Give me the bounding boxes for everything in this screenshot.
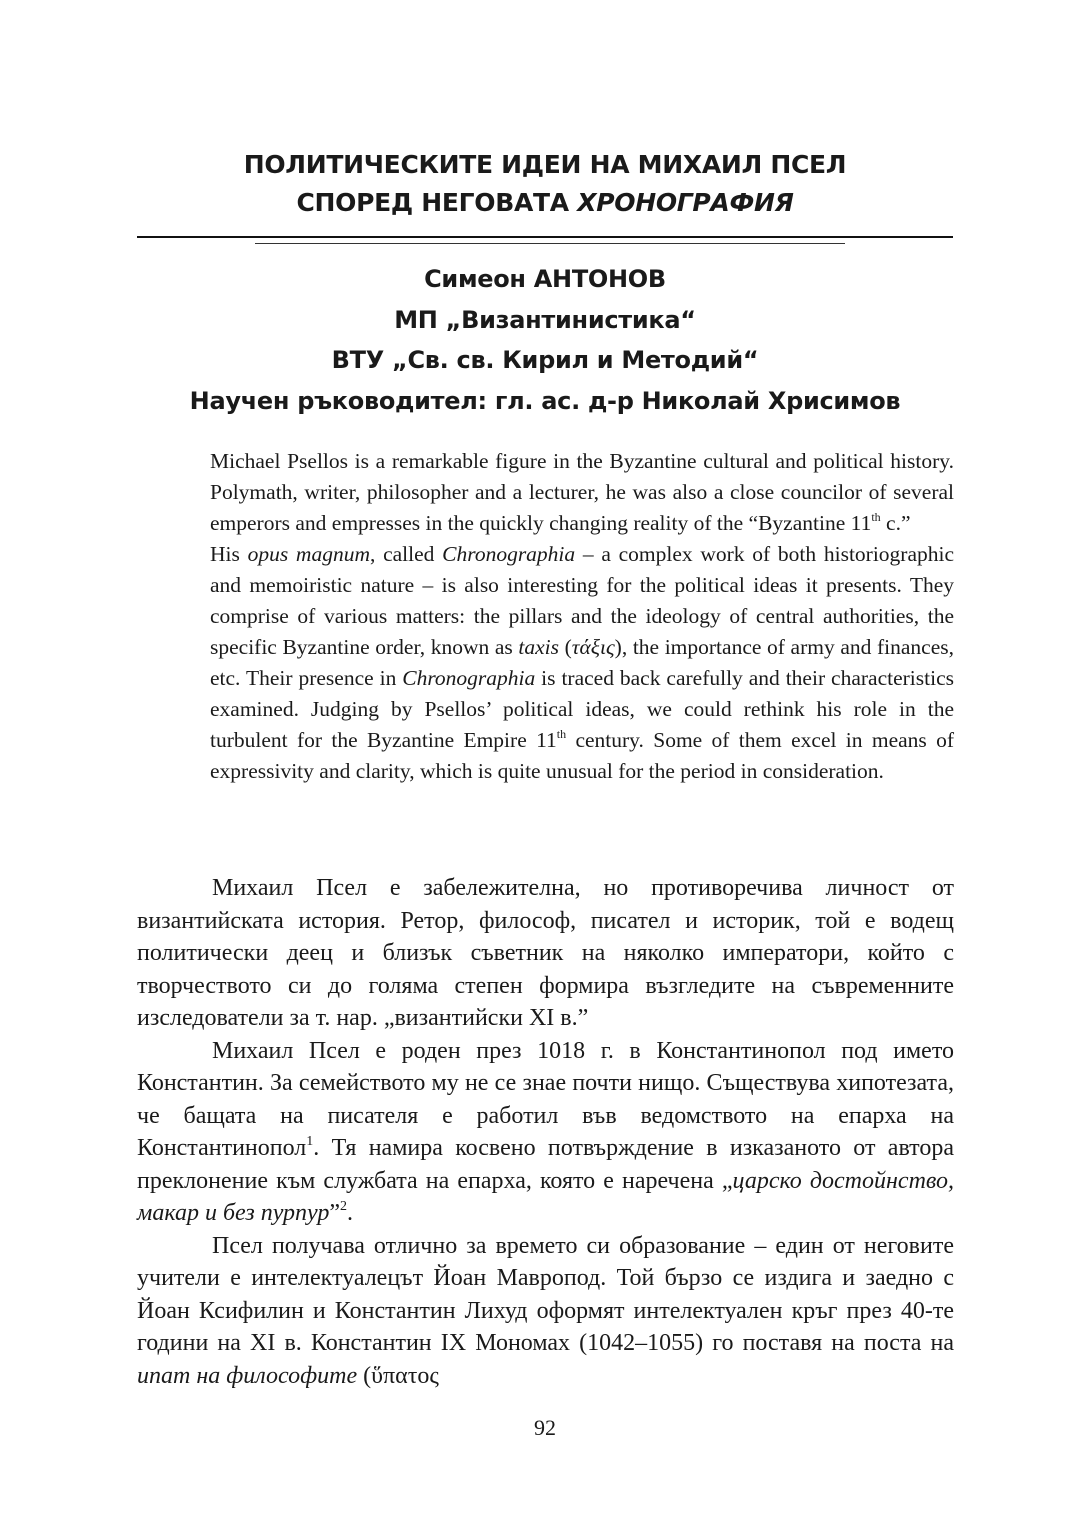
superscript: th <box>556 727 567 741</box>
title-divider-thin <box>255 243 845 244</box>
author-name: Симеон АНТОНОВ <box>424 265 666 293</box>
footnote-ref[interactable]: 2 <box>340 1199 348 1214</box>
body-text-run: ” <box>329 1200 341 1226</box>
body-text-run: Михаил Псел е роден през 1018 г. в Константинопол под името Константин. За семейството му не се знае почти нищо. Съществува хипотезата, че бащата на писателя е работил във ведомството на епарха на Константинопол <box>137 1037 954 1161</box>
body-text-run: Псел получава отлично за времето си образование – един от неговите учители е интелектуалецът Йоан Мавропод. Той бързо се издига и заедно с Йоан Ксифилин и Константин Лихуд оформят интелектуален кръг през 40-те години на XI в. Константин IX Мономах (1042–1055) го поставя на поста на <box>137 1232 954 1356</box>
title-line-1: ПОЛИТИЧЕСКИТЕ ИДЕИ НА МИХАИЛ ПСЕЛ <box>243 150 847 179</box>
author-supervisor: Научен ръководител: гл. ас. д-р Николай Хрисимов <box>189 386 901 415</box>
body-text-run: (ὕπατος <box>357 1362 439 1389</box>
abstract-italic-text: opus magnum <box>247 542 370 566</box>
body-paragraph-1: Михаил Псел е забележителна, но противоречива личност от византийската история. Ретор, философ, писател и историк, той е водещ политически деец и близък съветник на няколко императори, който с творчеството си до голяма степен формира възгледите на съвременните изследователи за т. нар. „византийски XI в.” <box>137 875 954 1031</box>
article-title <box>137 146 953 222</box>
abstract-italic-text: Chronographia <box>442 542 576 566</box>
body-paragraph-2 <box>137 1035 954 1230</box>
abstract-italic-text: taxis <box>518 635 559 659</box>
abstract-text: , called <box>370 542 443 566</box>
author-block <box>137 259 953 421</box>
body-italic-text: ипат на философите <box>137 1362 358 1389</box>
superscript: th <box>871 510 881 524</box>
title-divider-thick <box>137 236 953 238</box>
title-line-2-italic: ХРОНОГРАФИЯ <box>577 188 794 217</box>
abstract-text: is traced back carefully and their characteristics examined. Judging by Psellos’ political ideas, we could rethink his role in the turbulent for the Byzantine Empire 11 <box>210 666 954 752</box>
page-number: 92 <box>534 1415 556 1440</box>
abstract-paragraph-1 <box>210 446 954 539</box>
abstract <box>210 446 954 787</box>
footnote-ref[interactable]: 1 <box>306 1134 314 1149</box>
body-text-run: . <box>347 1200 354 1226</box>
title-line-2 <box>137 184 953 222</box>
abstract-text: century. Some of them excel in means of expressivity and clarity, which is quite unusual for the period in consideration. <box>210 728 955 783</box>
author-university: ВТУ „Св. св. Кирил и Методий“ <box>331 346 759 374</box>
body-text <box>137 872 954 1392</box>
title-line-2-prefix: СПОРЕД НЕГОВАТА <box>296 188 578 217</box>
abstract-text: His <box>210 542 248 566</box>
body-text-run: . Тя намира косвено потвърждение в изказаното от автора преклонение към службата на епарха, която е наречена „ <box>137 1135 954 1194</box>
body-paragraph-3 <box>137 1230 954 1393</box>
abstract-text: ( <box>559 635 572 659</box>
body-italic-quote: царско достойнство, макар и без пурпур <box>137 1167 955 1226</box>
abstract-text: ), the importance of army and finances, etc. Their presence in <box>210 635 954 690</box>
abstract-greek-text: τάξις <box>571 635 615 659</box>
abstract-text: c.” <box>880 511 911 535</box>
abstract-text: – a complex work of both historiographic and memoiristic nature – is also interesting for the political ideas it presents. They comprise of various matters: the pillars and the ideology of central authorities, the specific Byzantine order, known as <box>210 542 955 659</box>
abstract-paragraph-2 <box>210 539 954 787</box>
author-program: МП „Византинистика“ <box>394 305 696 334</box>
abstract-text: Michael Psellos is a remarkable figure in the Byzantine cultural and political history. Polymath, writer, philosopher and a lecturer, he was also a close councilor of several emperors and empresses in the quickly changing reality of the “Byzantine 11 <box>210 449 954 535</box>
abstract-italic-text: Chronographia <box>402 666 536 690</box>
